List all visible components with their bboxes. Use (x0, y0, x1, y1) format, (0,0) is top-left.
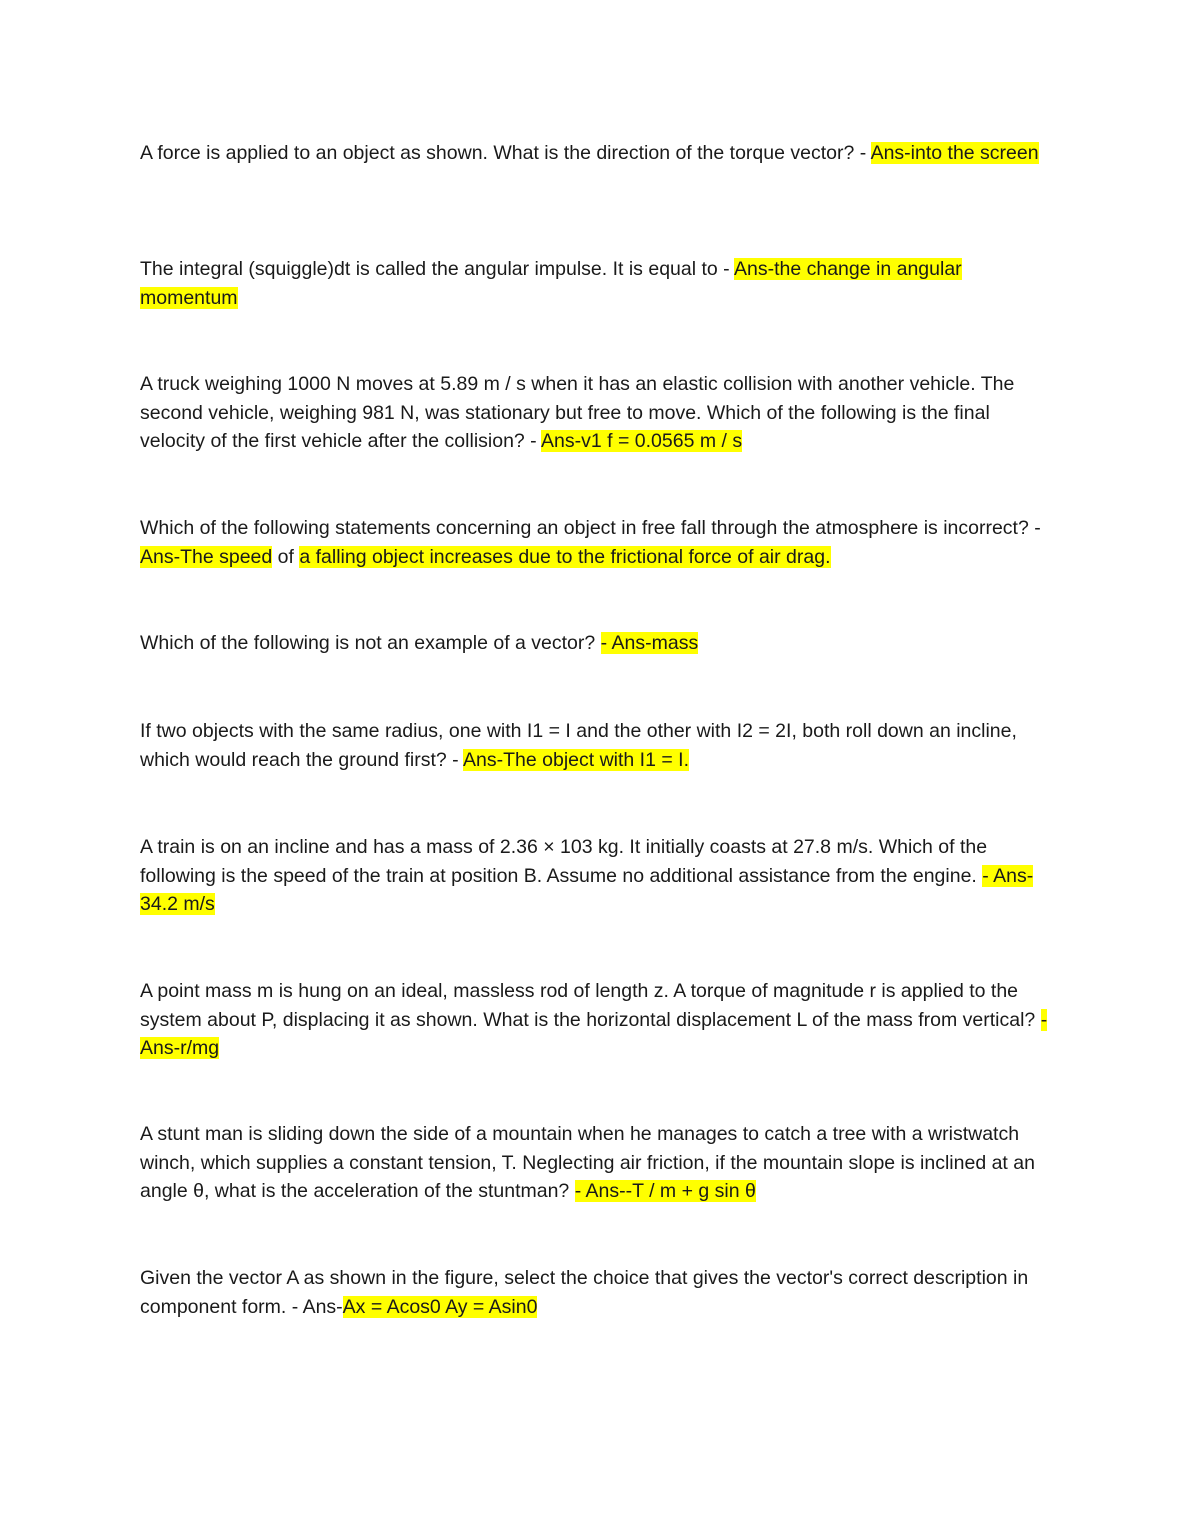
qa-item-10 (140, 1264, 1055, 1321)
answer-highlight: Ans-The object with I1 = I. (463, 748, 689, 771)
question-text: A train is on an incline and has a mass of 2.36 × 103 kg. It initially coasts at 27.8 m/s. Which of the following is the speed of the train at position B. Assume no additional assistance from the engine. (140, 836, 988, 887)
answer-highlight: Ans-into the screen (870, 142, 1039, 164)
qa-item-6 (140, 717, 1055, 774)
answer-highlight: Ans-The speed (140, 545, 273, 568)
question-text: Which of the following statements concerning an object in free fall through the atmosphere is incorrect? - (140, 517, 1041, 539)
question-text: Which of the following is not an example of a vector? (140, 632, 601, 654)
qa-item-2 (140, 255, 1055, 312)
question-text: A stunt man is sliding down the side of a mountain when he manages to catch a tree with a wristwatch winch, which supplies a constant tension, T. Neglecting air friction, if the mountain slope is inclined at an angle θ, what is the acceleration of the stuntman? (140, 1123, 1035, 1202)
question-text: A point mass m is hung on an ideal, massless rod of length z. A torque of magnitude r is applied to the system about P, displacing it as shown. What is the horizontal displacement L of the mass from vertical? (140, 980, 1041, 1031)
question-text-connector: of (272, 545, 300, 568)
answer-highlight: Ans-v1 f = 0.0565 m / s (541, 430, 743, 452)
qa-item-7 (140, 833, 1055, 919)
question-text: The integral (squiggle)dt is called the angular impulse. It is equal to - (140, 258, 734, 280)
question-text: A force is applied to an object as shown. What is the direction of the torque vector? - (140, 142, 871, 164)
question-text: A truck weighing 1000 N moves at 5.89 m / s when it has an elastic collision with another vehicle. The second vehicle, weighing 981 N, was stationary but free to move. Which of the following is the final velocity of the first vehicle after the collision? - (140, 373, 1015, 452)
question-text: Given the vector A as shown in the figure, select the choice that gives the vector's correct description in component form. - Ans- (140, 1267, 1029, 1318)
qa-item-8 (140, 977, 1055, 1063)
question-text: If two objects with the same radius, one with I1 = I and the other with I2 = 2I, both roll down an incline, which would reach the ground first? - (140, 720, 1017, 771)
answer-highlight: - Ans--T / m + g sin θ (574, 1180, 756, 1202)
answer-highlight: - Ans-mass (600, 632, 699, 654)
qa-item-1 (140, 139, 1055, 168)
qa-item-5 (140, 629, 1055, 658)
qa-item-4 (140, 514, 1055, 571)
answer-highlight: Ans-the change in angular momentum (140, 258, 962, 309)
answer-highlight: - Ans-34.2 m/s (140, 864, 1034, 915)
qa-item-3 (140, 370, 1055, 456)
answer-highlight: Ax = Acos0 Ay = Asin0 (342, 1295, 538, 1318)
answer-highlight-continued: a falling object increases due to the frictional force of air drag. (299, 545, 831, 568)
answer-highlight: - Ans-r/mg (140, 1008, 1048, 1059)
qa-item-9 (140, 1120, 1055, 1206)
